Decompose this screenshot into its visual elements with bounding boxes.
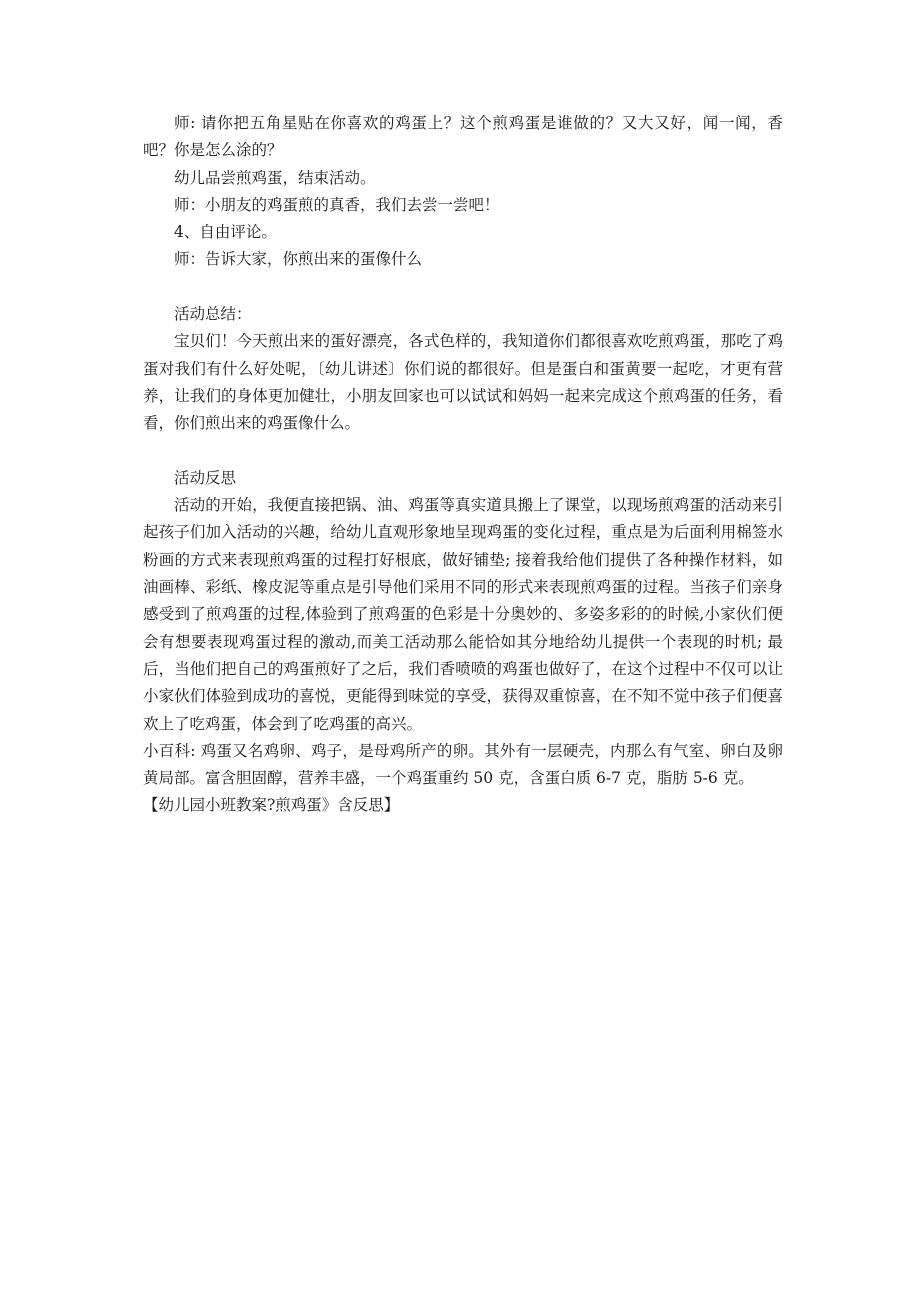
teacher-taste-paragraph: 师：小朋友的鸡蛋煎的真香，我们去尝一尝吧！: [174, 195, 500, 214]
teacher-star-paragraph: 师: 请你把五角星贴在你喜欢的鸡蛋上？这个煎鸡蛋是谁做的？又大又好，闻一闻，香吧？你是怎么涂的？: [143, 114, 783, 160]
footer-title: 【幼儿园小班教案?煎鸡蛋》含反思】: [143, 796, 400, 815]
summary-heading: 活动总结：: [174, 305, 252, 324]
spacer: [143, 274, 783, 301]
tasting-paragraph: 幼儿品尝煎鸡蛋，结束活动。: [174, 168, 376, 187]
document-page: [143, 110, 783, 820]
reflection-heading: 活动反思: [174, 468, 237, 487]
free-comment-heading: 4、自由评论。: [174, 223, 277, 242]
teacher-ask-paragraph: 师：告诉大家，你煎出来的蛋像什么: [174, 250, 423, 269]
reflection-body: 活动的开始，我便直接把锅、油、鸡蛋等真实道具搬上了课堂，以现场煎鸡蛋的活动来引起孩子们加入活动的兴趣，给幼儿直观形象地呈现鸡蛋的变化过程，重点是为后面利用棉签水粉画的方式来表现煎鸡蛋的过程打好根底，做好铺垫; 接着我给他们提供了各种操作材料，如油画棒、彩纸、橡皮泥等重点是引导他们采用不同的形式来表现煎鸡蛋的过程。当孩子们亲身感受到了煎鸡蛋的过程,体验到了煎鸡蛋的色彩是十分奥妙的、多姿多彩的的时候,小家伙们便会有想要表现鸡蛋过程的激动,而美工活动那么能恰如其分地给幼儿提供一个表现的时机; 最后，当他们把自己的鸡蛋煎好了之后，我们香喷喷的鸡蛋也做好了，在这个过程中不仅可以让小家伙们体验到成功的喜悦，更能得到味觉的享受，获得双重惊喜，在不知不觉中孩子们便喜欢上了吃鸡蛋，体会到了吃鸡蛋的高兴。: [143, 496, 783, 733]
encyclopedia-paragraph: 小百科: 鸡蛋又名鸡卵、鸡子，是母鸡所产的卵。其外有一层硬壳，内那么有气室、卵白及卵黄局部。富含胆固醇，营养丰盛，一个鸡蛋重约 50 克，含蛋白质 6-7 克，脂肪 5-6 克。: [143, 741, 783, 788]
spacer: [143, 438, 783, 465]
summary-body: 宝贝们！今天煎出来的蛋好漂亮，各式色样的，我知道你们都很喜欢吃煎鸡蛋，那吃了鸡蛋对我们有什么好处呢，〔幼儿讲述〕你们说的都很好。但是蛋白和蛋黄要一起吃，才更有营养，让我们的身体更加健壮，小朋友回家也可以试试和妈妈一起来完成这个煎鸡蛋的任务，看看，你们煎出来的鸡蛋像什么。: [143, 332, 783, 433]
